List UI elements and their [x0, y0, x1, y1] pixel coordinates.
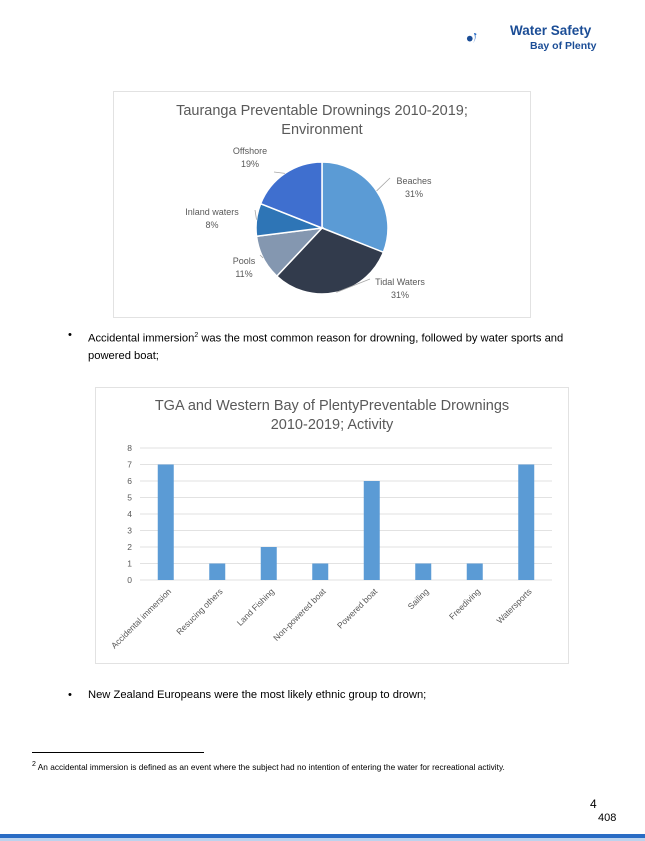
- y-tick-label: 5: [127, 492, 132, 503]
- bar-watersports: [518, 465, 534, 581]
- bullet-text: New Zealand Europeans were the most likely ethnic group to drown;: [88, 689, 427, 701]
- environment-pie-chart: [113, 91, 531, 318]
- y-tick-label: 2: [127, 542, 132, 552]
- page-number: 4: [590, 797, 597, 811]
- pie-pct-beaches: 31%: [404, 189, 424, 199]
- logo-title: Water Safety: [510, 23, 592, 38]
- pie-title-line2: Environment: [281, 122, 363, 138]
- x-tick-label-non-powered-boat: Non-powered boat: [271, 586, 328, 643]
- bar-non-powered-boat: [312, 564, 328, 581]
- x-tick-label-sailing: Sailing: [405, 586, 431, 612]
- y-tick-label: 7: [127, 459, 132, 470]
- y-tick-label: 0: [127, 575, 132, 585]
- pie-leader-line: [377, 178, 390, 191]
- y-tick-label: 6: [127, 476, 132, 486]
- pie-label-beaches: Beaches: [396, 176, 432, 186]
- pie-label-tidal-waters: Tidal Waters: [375, 277, 425, 287]
- pie-leader-line: [255, 210, 257, 220]
- y-tick-label: 1: [127, 558, 132, 569]
- bar-freediving: [467, 564, 483, 581]
- pie-pct-offshore: 19%: [240, 159, 260, 169]
- pie-title-line1: Tauranga Preventable Drownings 2010-2019;: [176, 103, 468, 119]
- pie-label-inland-waters: Inland waters: [185, 207, 239, 217]
- pie-pct-inland-waters: 8%: [205, 220, 219, 230]
- bar-title-line2: 2010-2019; Activity: [270, 417, 394, 433]
- x-tick-label-watersports: Watersports: [494, 586, 534, 626]
- y-tick-label: 8: [127, 443, 132, 453]
- pie-pct-tidal-waters: 31%: [390, 290, 410, 300]
- bullet-dot: •: [68, 329, 72, 341]
- pie-label-pools: Pools: [232, 256, 256, 266]
- footnote-divider: [32, 752, 204, 753]
- x-tick-label-freediving: Freediving: [447, 586, 483, 622]
- activity-bar-chart: [95, 387, 569, 664]
- y-tick-label: 4: [127, 509, 132, 519]
- pie-leader-line: [274, 172, 285, 173]
- bar-resucing-others: [209, 564, 225, 581]
- pie-label-offshore: Offshore: [232, 146, 268, 156]
- bar-title-line1: TGA and Western Bay of PlentyPreventable Drownings: [154, 398, 510, 414]
- x-tick-label-land-fishing: Land Fishing: [234, 586, 277, 628]
- bar-plot: [96, 388, 568, 663]
- pie-pct-pools: 11%: [235, 269, 253, 279]
- logo-subtitle: Bay of Plenty: [530, 40, 597, 52]
- x-tick-label-powered-boat: Powered boat: [335, 586, 380, 631]
- bar-sailing: [415, 564, 431, 581]
- bar-land-fishing: [261, 547, 277, 580]
- bullet-dot: •: [68, 689, 72, 701]
- x-tick-label-resucing-others: Resucing others: [174, 586, 225, 637]
- bar-powered-boat: [364, 481, 380, 580]
- footnote: $^2$ An accidental immersion is defined as an event where the subject had no intention of entering the water for recreational activity.: [32, 761, 505, 772]
- y-tick-label: 3: [127, 525, 132, 536]
- pie-plot: [114, 92, 530, 317]
- page-total-label: 408: [598, 812, 617, 824]
- bar-accidental-immersion: [158, 465, 174, 581]
- footnote-ref[interactable]: 2: [194, 332, 199, 339]
- bullet-text: Accidental immersion$^2$ was the most common reason for drowning, followed by water sports and powered boat;: [88, 332, 564, 362]
- x-tick-label-accidental-immersion: Accidental immersion: [108, 586, 174, 651]
- water-drop-figure-icon: [466, 18, 510, 58]
